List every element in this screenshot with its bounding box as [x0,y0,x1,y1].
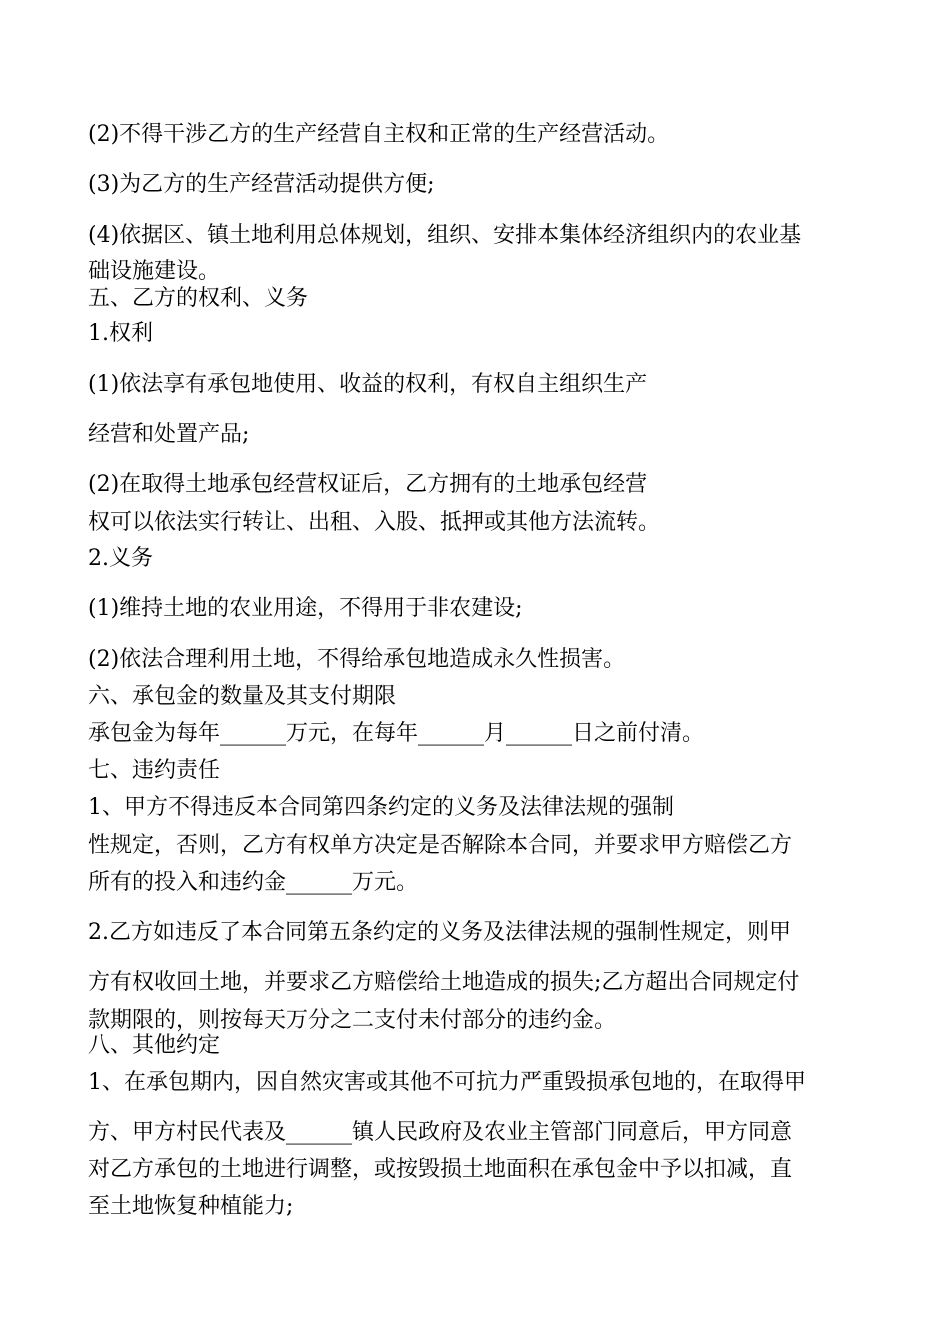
payment-line: 承包金为每年______万元，在每年______月______日之前付清。 [88,721,705,746]
liability-1-line-cont-b: 所有的投入和违约金______万元。 [88,870,419,895]
obligation-2-line: (2)不得干涉乙方的生产经营自主权和正常的生产经营活动。 [88,122,670,147]
rights-heading: 1.权利 [88,321,153,346]
obligation-4-line-cont: 础设施建设。 [88,259,221,284]
obligation-3-line: (3)为乙方的生产经营活动提供方便; [88,172,435,197]
right-1-line-cont: 经营和处置产品; [88,422,250,447]
section-8-heading: 八、其他约定 [88,1033,221,1058]
liability-1-line: 1、甲方不得违反本合同第四条约定的义务及法律法规的强制 [88,795,674,820]
obligation-4-line: (4)依据区、镇土地利用总体规划，组织、安排本集体经济组织内的农业基 [88,223,802,248]
liability-2-line-cont-a: 方有权收回土地，并要求乙方赔偿给土地造成的损失;乙方超出合同规定付 [88,970,800,995]
duty-2-line: (2)依法合理利用土地，不得给承包地造成永久性损害。 [88,647,626,672]
other-1-line: 1、在承包期内，因自然灾害或其他不可抗力严重毁损承包地的，在取得甲 [88,1070,806,1095]
duty-1-line: (1)维持土地的农业用途，不得用于非农建设; [88,596,523,621]
section-5-heading: 五、乙方的权利、义务 [88,286,309,311]
right-2-line-cont: 权可以依法实行转让、出租、入股、抵押或其他方法流转。 [88,510,661,535]
right-1-line: (1)依法享有承包地使用、收益的权利，有权自主组织生产 [88,372,648,397]
other-1-line-cont-c: 至土地恢复种植能力; [88,1194,294,1219]
liability-1-line-cont-a: 性规定，否则，乙方有权单方决定是否解除本合同，并要求甲方赔偿乙方 [88,833,793,858]
liability-2-line: 2.乙方如违反了本合同第五条约定的义务及法律法规的强制性规定，则甲 [88,920,791,945]
section-7-heading: 七、违约责任 [88,758,221,783]
right-2-line: (2)在取得土地承包经营权证后，乙方拥有的土地承包经营 [88,472,648,497]
section-6-heading: 六、承包金的数量及其支付期限 [88,684,397,709]
other-1-line-cont-a: 方、甲方村民代表及______镇人民政府及农业主管部门同意后，甲方同意 [88,1120,793,1145]
other-1-line-cont-b: 对乙方承包的土地进行调整，或按毁损土地面积在承包金中予以扣减，直 [88,1157,793,1182]
duties-heading: 2.义务 [88,546,153,571]
liability-2-line-cont-b: 款期限的，则按每天万分之二支付未付部分的违约金。 [88,1008,617,1033]
